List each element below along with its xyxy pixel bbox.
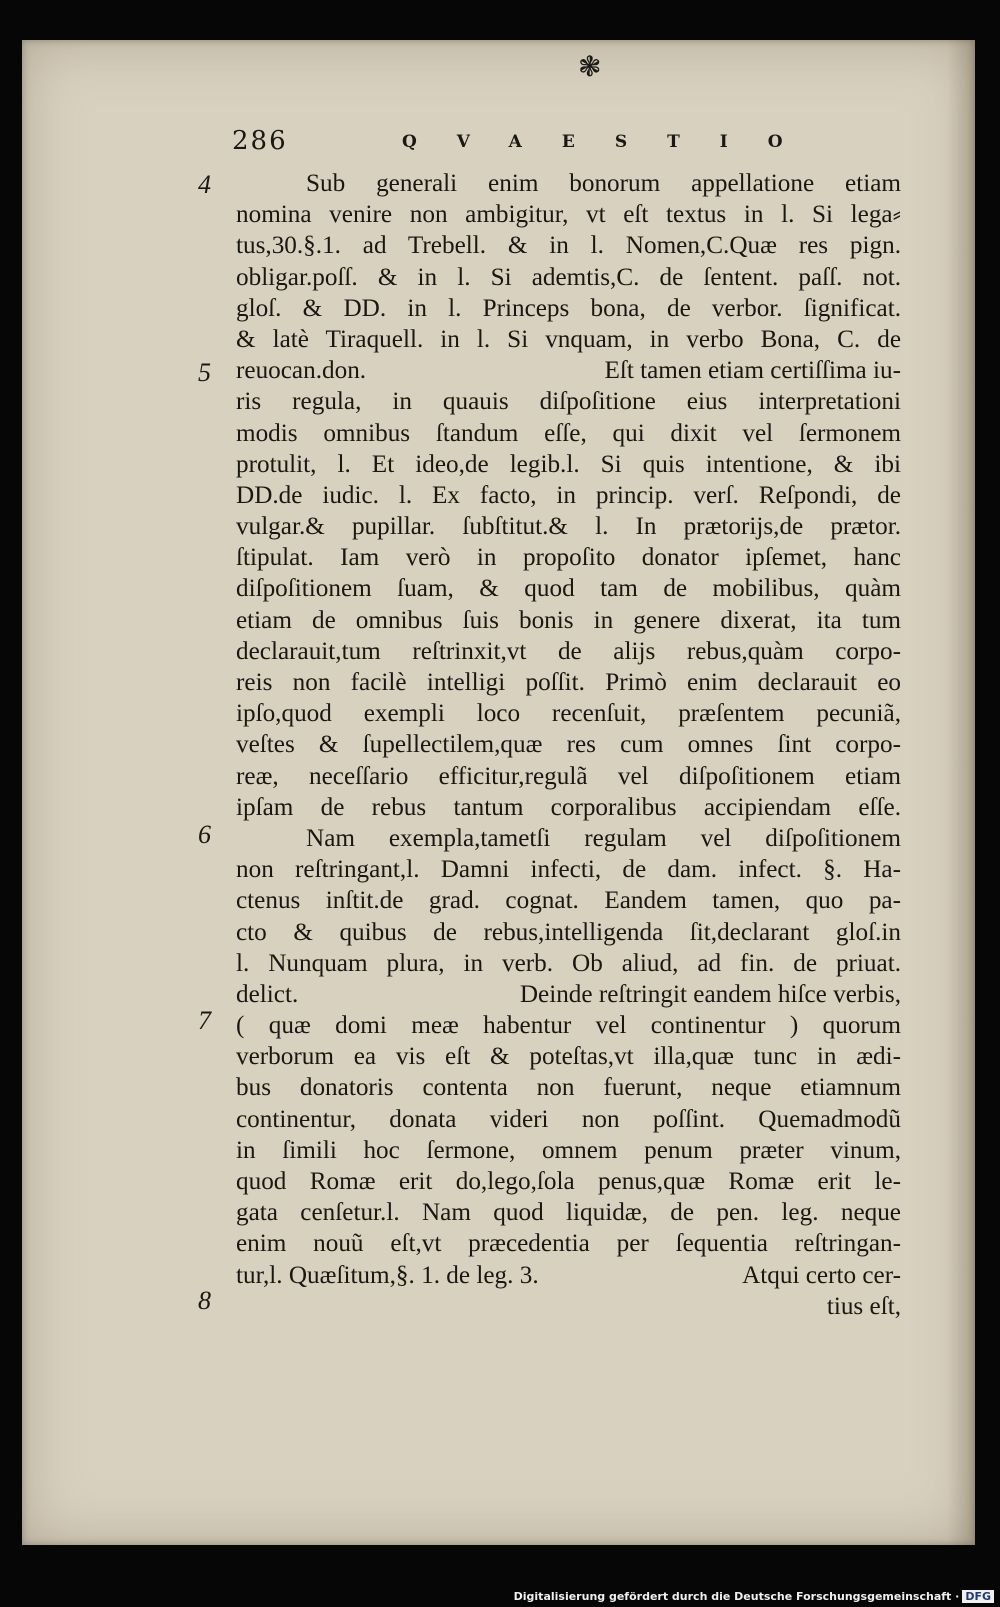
text-line: cto & quibus de rebus,intelligenda ſit,declarant gloſ.in: [236, 918, 901, 946]
text-line: & latè Tiraquell. in l. Si vnquam, in verbo Bona, C. de: [236, 325, 901, 353]
text-line: bus donatoris contenta non fuerunt, neque etiamnum: [236, 1074, 901, 1102]
text-line: ipſo,quod exempli loco recenſuit, præſentem pecuniã,: [236, 700, 901, 728]
text-line: reis non facilè intelligi poſſit. Primò enim declarauit eo: [236, 669, 901, 696]
text-line: verborum ea vis eſt & poteſtas,vt illa,quæ tunc in ædi-: [236, 1043, 901, 1071]
footer-text: Digitalisierung gefördert durch die Deutsche Forschungsgemeinschaft ·: [513, 1590, 960, 1603]
text-line: gloſ. & DD. in l. Princeps bona, de verbor. ſignificat.: [236, 294, 901, 322]
text-line: veſtes & ſupellectilem,quæ res cum omnes ſint corpo-: [236, 731, 901, 759]
text-line: nomina venire non ambigitur, vt eſt textus in l. Si lega⸗: [236, 201, 901, 229]
margin-number: 7: [198, 1006, 211, 1035]
text-line: non reſtringant,l. Damni infecti, de dam. infect. §. Ha-: [236, 856, 901, 884]
running-head: QVAESTIO: [402, 132, 823, 152]
page-number: 286: [232, 126, 288, 156]
margin-number: 8: [198, 1286, 211, 1315]
text-line: DD.de iudic. l. Ex facto, in princip. verſ. Reſpondi, de: [236, 481, 901, 509]
text-line: tus,30.§.1. ad Trebell. & in l. Nomen,C.Quæ res pign.: [236, 232, 901, 260]
footer-credit: [514, 1590, 994, 1603]
line-segment: Eſt tamen etiam certiſſima iu-: [604, 357, 901, 385]
text-line: ipſam de rebus tantum corporalibus accipiendam eſſe.: [236, 793, 901, 821]
text-line: ( quæ domi meæ habentur vel continentur ) quorum: [236, 1012, 901, 1040]
text-line: etiam de omnibus ſuis bonis in genere dixerat, ita tum: [236, 606, 901, 634]
margin-number: 5: [198, 358, 211, 387]
line-segment: tur,l. Quæſitum,§. 1. de leg. 3.: [236, 1261, 539, 1289]
text-line: modis omnibus ſtandum eſſe, qui dixit vel ſermonem: [236, 419, 901, 447]
margin-number: 6: [198, 820, 211, 849]
line-segment: reuocan.don.: [236, 357, 367, 385]
text-line: [236, 355, 901, 386]
text-line: Sub generali enim bonorum appellatione etiam: [306, 170, 901, 197]
text-line: gata cenſetur.l. Nam quod liquidæ, de pen. leg. neque: [236, 1199, 901, 1227]
text-line: [236, 979, 901, 1010]
text-line: ſtipulat. Iam verò in propoſito donator ipſemet, hanc: [236, 544, 901, 572]
catchword-line: tius eſt,: [826, 1292, 901, 1320]
line-segment: Deinde reſtringit eandem hiſce verbis,: [519, 980, 901, 1008]
text-line: quod Romæ erit do,lego,ſola penus,quæ Romæ erit le-: [236, 1168, 901, 1195]
text-line: protulit, l. Et ideo,de legib.l. Si quis intentione, & ibi: [236, 450, 901, 478]
page-edge-shading: [947, 40, 975, 1545]
text-line: diſpoſitionem ſuam, & quod tam de mobilibus, quàm: [236, 575, 901, 603]
text-line: in ſimili hoc ſermone, omnem penum præter vinum,: [236, 1136, 901, 1164]
dfg-logo: DFG: [962, 1590, 994, 1603]
text-line: vulgar.& pupillar. ſubſtitut.& l. In prætorijs,de prætor.: [236, 513, 901, 541]
text-line: reæ, neceſſario efficitur,regulã vel diſpoſitionem etiam: [236, 762, 901, 790]
text-line: l. Nunquam plura, in verb. Ob aliud, ad fin. de priuat.: [236, 949, 901, 977]
text-line: enim nouũ eſt,vt præcedentia per ſequentia reſtringan-: [236, 1230, 901, 1258]
text-line: [236, 1260, 901, 1291]
body-text: [236, 168, 901, 1322]
text-line: continentur, donata videri non poſſint. Quemadmodũ: [236, 1105, 901, 1133]
line-segment: Atqui certo cer-: [742, 1261, 901, 1289]
text-line: ris regula, in quauis diſpoſitione eius interpretationi: [236, 388, 901, 416]
line-segment: delict.: [236, 980, 299, 1008]
page-header: [232, 126, 823, 156]
text-line: obligar.poſſ. & in l. Si ademtis,C. de ſentent. paſſ. not.: [236, 263, 901, 291]
text-line: Nam exempla,tametſi regulam vel diſpoſitionem: [306, 824, 901, 852]
text-line: ctenus inſtit.de grad. cognat. Eandem tamen, quo pa-: [236, 887, 901, 915]
margin-number: 4: [198, 170, 211, 199]
text-line: declarauit,tum reſtrinxit,vt de alijs rebus,quàm corpo-: [236, 637, 901, 665]
ornament-icon: ❃: [578, 50, 602, 83]
